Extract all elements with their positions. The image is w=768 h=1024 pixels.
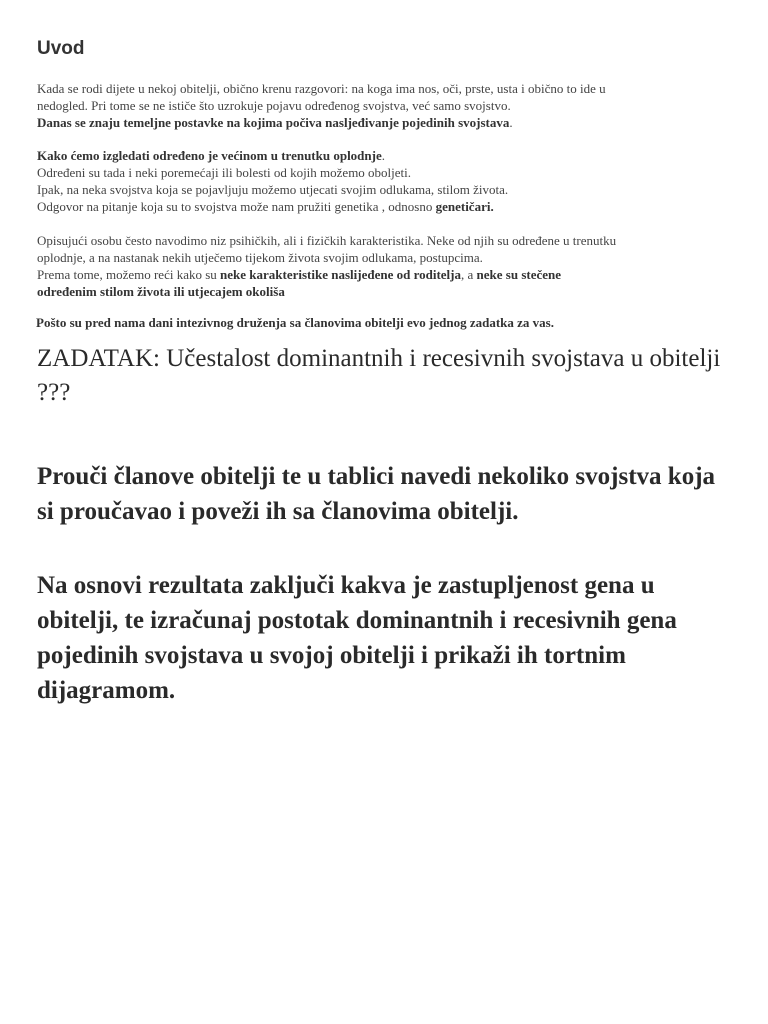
characteristics-paragraph — [37, 232, 737, 300]
text-fragment: Prema tome, možemo reći kako su — [37, 267, 221, 282]
bold-text: neke su stečene — [476, 267, 562, 282]
bold-text: Danas se znaju temeljne postavke na kojima počiva nasljeđivanje pojedinih svojstava — [37, 115, 510, 130]
text-line: oplodnje, a na nastanak nekih utječemo tijekom života svojim odlukama, postupcima. — [37, 250, 483, 265]
text-line: Opisujući osobu često navodimo niz psihičkih, ali i fizičkih karakteristika. Neke od njih su određene u trenutku — [37, 233, 617, 248]
text-line: Kada se rodi dijete u nekoj obitelji, obično krenu razgovori: na koga ima nos, oči, prste, usta i obično to ide u — [37, 81, 606, 96]
conception-paragraph — [37, 147, 737, 215]
bold-text: genetičari. — [435, 199, 494, 214]
task-instruction-2: Na osnovi rezultata zaključi kakva je zastupljenost gena u obitelji, te izračunaj postotak dominantnih i recesivnih gena pojedinih svojstava u svojoj obitelji i prikaži ih tortnim dijagramom. — [37, 572, 677, 704]
task-instruction-1: Prouči članove obitelji te u tablici navedi nekoliko svojstva koja si proučavao i poveži ih sa članovima obitelji. — [37, 463, 716, 525]
section-heading: Uvod — [37, 38, 85, 59]
text-fragment: , a — [461, 267, 477, 282]
task-intro: Pošto su pred nama dani intezivnog druženja sa članovima obitelji evo jednog zadatka za vas. — [36, 315, 554, 330]
text-line: Određeni su tada i neki poremećaji ili bolesti od kojih možemo oboljeti. — [37, 165, 412, 180]
text-line — [37, 198, 737, 215]
text-line — [37, 114, 737, 131]
text-fragment: . — [381, 148, 385, 163]
intro-paragraph — [37, 80, 737, 131]
text-line — [37, 147, 737, 164]
text-fragment: . — [509, 115, 513, 130]
text-fragment: Odgovor na pitanje koja su to svojstva može nam pružiti genetika , odnosno — [37, 199, 436, 214]
bold-text: Kako ćemo izgledati određeno je većinom u trenutku oplodnje — [37, 148, 382, 163]
text-line — [37, 266, 737, 283]
bold-text: određenim stilom života ili utjecajem okoliša — [37, 284, 285, 299]
task-title: ZADATAK: Učestalost dominantnih i recesivnih svojstava u obitelji ??? — [37, 345, 721, 406]
bold-text: neke karakteristike naslijeđene od roditelja — [220, 267, 462, 282]
text-line — [37, 283, 737, 300]
text-line: Ipak, na neka svojstva koja se pojavljuju možemo utjecati svojim odlukama, stilom života. — [37, 182, 509, 197]
text-line: nedogled. Pri tome se ne ističe što uzrokuje pojavu određenog svojstva, već samo svojstvo. — [37, 98, 511, 113]
